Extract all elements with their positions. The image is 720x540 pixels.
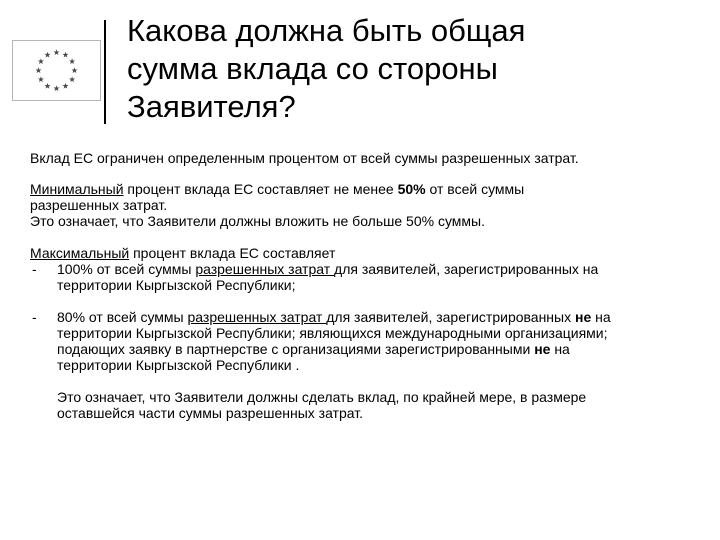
eu-star-icon (69, 58, 75, 64)
title-line-3: Заявителя? (127, 89, 296, 124)
title-divider (104, 20, 106, 124)
minimum-term: Минимальный (30, 181, 124, 197)
bullet2-pre: 80% от всей суммы (57, 309, 188, 325)
bullet2-line-3-pre: подающих заявку в партнерстве с организациями зарегистрированными (57, 341, 535, 357)
conclusion (30, 389, 700, 421)
eu-star-icon (53, 85, 59, 91)
maximum-intro-rest: процент вклада ЕС составляет (129, 245, 336, 261)
bullet2-line-3-post: на (550, 341, 570, 357)
bullet2-line-4: территории Кыргызской Республики . (57, 357, 300, 373)
minimum-line-2: разрешенных затрат. (30, 197, 168, 213)
eu-star-icon (38, 58, 44, 64)
eu-flag-icon (13, 41, 100, 100)
maximum-intro (30, 245, 700, 261)
minimum-percent: 50% (397, 181, 426, 197)
eu-star-icon (62, 83, 68, 89)
eu-star-icon (69, 76, 75, 82)
maximum-term: Максимальный (30, 245, 130, 261)
bullet1-eligible-costs: разрешенных затрат (195, 261, 335, 277)
eu-star-icon (53, 49, 59, 55)
conclusion-line-1: Это означает, что Заявители должны сделать вклад, по крайней мере, в размере (57, 389, 587, 405)
bullet2-mid: для заявителей, зарегистрированных (326, 309, 575, 325)
minimum-line-3: Это означает, что Заявители должны вложить не больше 50% суммы. (30, 213, 485, 229)
intro-paragraph: Вклад ЕС ограничен определенным процентом от всей суммы разрешенных затрат. (30, 150, 579, 166)
minimum-section (30, 181, 700, 229)
eu-star-icon (35, 67, 41, 73)
slide-body (30, 150, 700, 421)
title-line-2: сумма вклада со стороны (127, 51, 498, 86)
bullet1-post: для заявителей, зарегистрированных на (334, 261, 599, 277)
bullet2-not-1: не (575, 309, 592, 325)
title-line-1: Какова должна быть общая (127, 13, 526, 48)
minimum-text-a: процент вклада ЕС составляет не менее (123, 181, 398, 197)
eu-logo (12, 40, 101, 101)
conclusion-line-2: оставшейся части суммы разрешенных затрат. (57, 405, 363, 421)
bullet2-not-2: не (534, 341, 551, 357)
bullet1-line-2: территории Кыргызской Республики; (57, 277, 296, 293)
page-title (127, 12, 707, 126)
bullet2-eligible-costs: разрешенных затрат (187, 309, 327, 325)
minimum-text-b: от всей суммы (425, 181, 525, 197)
eu-star-icon (44, 52, 50, 58)
bullet-dash: - (32, 261, 37, 277)
eu-star-icon (44, 83, 50, 89)
bullet1-pre: 100% от всей суммы (57, 261, 196, 277)
bullet2-line-2: территории Кыргызской Республики; являющихся международными организациями; (57, 325, 608, 341)
minimum-line-1 (30, 181, 700, 197)
bullet2-end-1: на (591, 309, 611, 325)
bullet-100-percent (30, 261, 700, 293)
eu-star-icon (71, 67, 77, 73)
eu-star-icon (62, 52, 68, 58)
maximum-section (30, 245, 700, 373)
eu-star-icon (38, 76, 44, 82)
bullet-dash: - (32, 309, 37, 325)
bullet-80-percent (30, 309, 700, 373)
